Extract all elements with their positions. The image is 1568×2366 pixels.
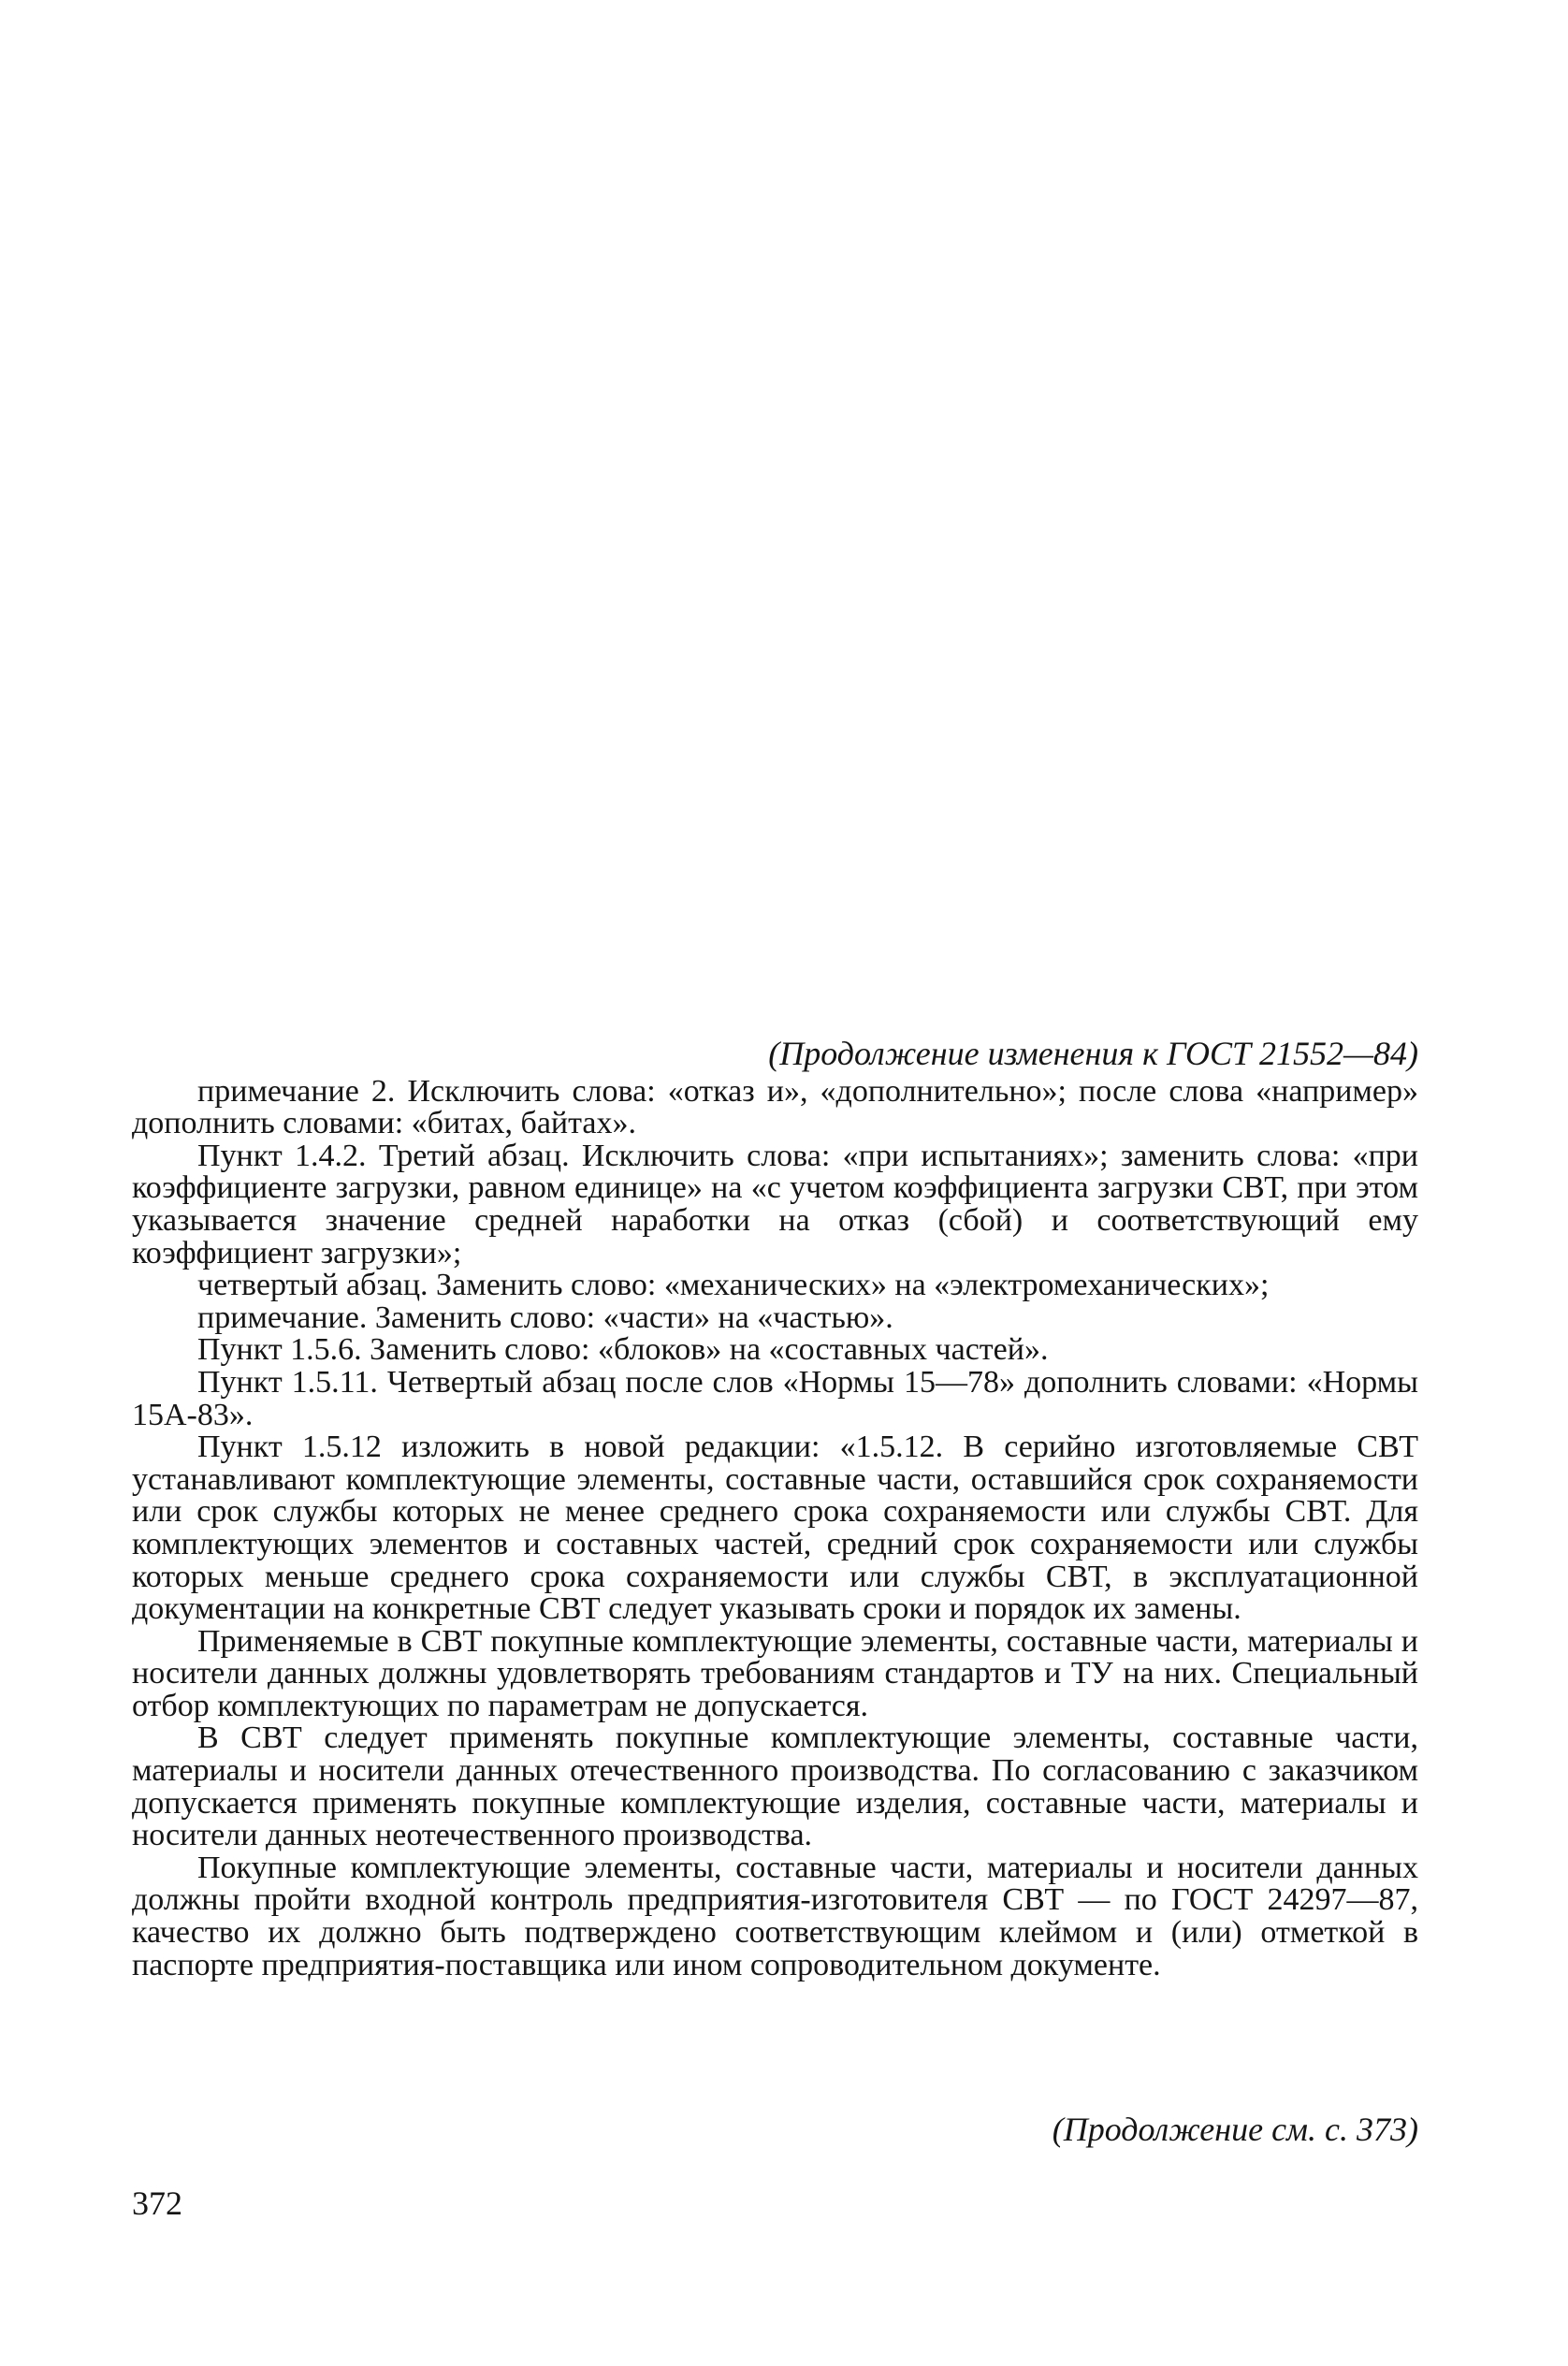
- paragraph-input-control: Покупные комплектующие элементы, составные части, материалы и носители данных должны пройти входной контроль предприятия-изготовителя СВТ — по ГОСТ 24297—87, качество их должно быть подтверждено соответствующим клеймом и (или) отметкой в паспорте предприятия-поставщика или ином сопроводительном документе.: [132, 1850, 1418, 1982]
- paragraph-1-5-12: Пункт 1.5.12 изложить в новой редакции: «1.5.12. В серийно изготовляемые СВТ устанавливают комплектующие элементы, составные части, оставшийся срок сохраняемости или срок службы которых не менее среднего срока сохраняемости или службы СВТ. Для комплектующих элементов и составных частей, средний срок сохраняемости или службы которых меньше среднего срока сохраняемости или службы СВТ, в эксплуатационной документации на конкретные СВТ следует указывать сроки и порядок их замены.: [132, 1430, 1418, 1627]
- continuation-footer: (Продолжение см. с. 373): [1052, 2111, 1418, 2148]
- paragraph-primechanie: примечание. Заменить слово: «части» на «частью».: [197, 1299, 893, 1335]
- page-number: 372: [132, 2185, 182, 2222]
- paragraph-domestic-production: В СВТ следует применять покупные комплектующие элементы, составные части, материалы и носители данных отечественного производства. По согласованию с заказчиком допускается применять покупные комплектующие изделия, составные части, материалы и носители данных неотечественного производства.: [132, 1720, 1418, 1853]
- paragraph-1-4-2: Пункт 1.4.2. Третий абзац. Исключить слова: «при испытаниях»; заменить слова: «при коэффициенте загрузки, равном единице» на «с учетом коэффициента загрузки СВТ, при этом указывается значение средней наработки на отказ (сбой) и соответствующий ему коэффициент загрузки»;: [132, 1138, 1418, 1270]
- paragraph-1-5-6: Пункт 1.5.6. Заменить слово: «блоков» на «составных частей».: [197, 1332, 1049, 1368]
- document-body: [132, 1035, 1418, 1982]
- paragraph-fourth-abzac: четвертый абзац. Заменить слово: «механических» на «электромеханических»;: [197, 1268, 1270, 1303]
- continuation-header: (Продолжение изменения к ГОСТ 21552—84): [768, 1035, 1418, 1072]
- paragraph-1-5-11: Пункт 1.5.11. Четвертый абзац после слов «Нормы 15—78» дополнить словами: «Нормы 15А-83».: [132, 1364, 1418, 1432]
- paragraph-purchased-elements: Применяемые в СВТ покупные комплектующие элементы, составные части, материалы и носители данных должны удовлетворять требованиям стандартов и ТУ на них. Специальный отбор комплектующих по параметрам не допускается.: [132, 1623, 1418, 1723]
- paragraph-note-2: примечание 2. Исключить слова: «отказ и», «дополнительно»; после слова «например» дополнить словами: «битах, байтах».: [132, 1073, 1418, 1141]
